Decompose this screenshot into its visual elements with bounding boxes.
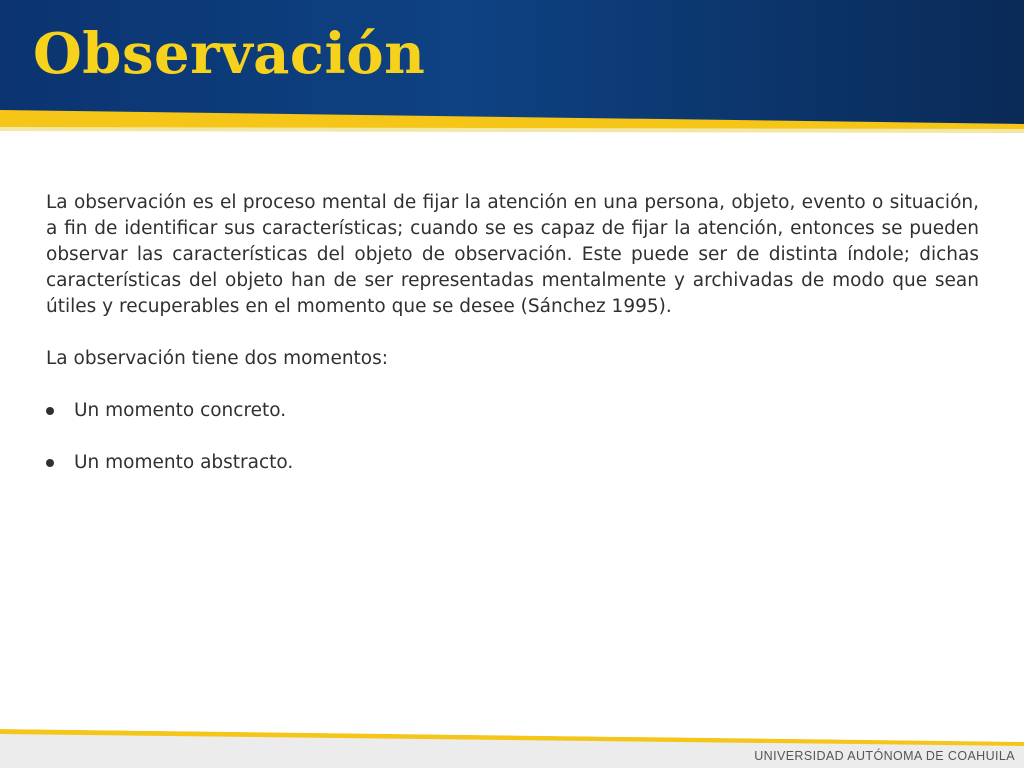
bullet-dot-icon (46, 459, 54, 467)
slide-body (46, 190, 979, 502)
list-item-text: Un momento concreto. (74, 400, 287, 421)
moments-list (46, 398, 979, 476)
list-item (46, 398, 979, 424)
bullet-dot-icon (46, 407, 54, 415)
slide-footer (0, 725, 1024, 768)
definition-paragraph: La observación es el proceso mental de fijar la atención en una persona, objeto, evento o situación, a fin de identificar sus características; cuando se es capaz de fijar la atención, entonces se pueden observar las características del objeto de observación. Este puede ser de distinta índole; dichas características del objeto han de ser representadas mentalmente y archivadas de modo que sean útiles y recuperables en el momento que se desee (Sánchez 1995). (46, 192, 979, 317)
slide-header (0, 0, 1024, 140)
list-item-text: Un momento abstracto. (74, 452, 294, 473)
institution-name: UNIVERSIDAD AUTÓNOMA DE COAHUILA (754, 749, 1015, 763)
list-item (46, 450, 979, 476)
moments-intro: La observación tiene dos momentos: (46, 348, 388, 369)
slide-title: Observación (33, 21, 426, 87)
